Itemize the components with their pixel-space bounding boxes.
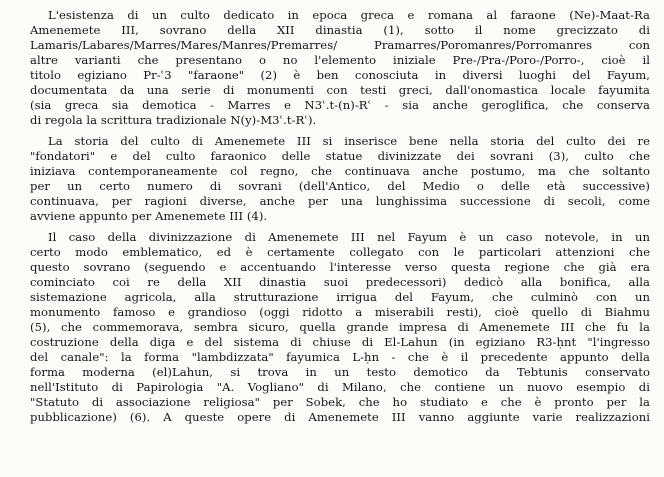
text-line: Lamaris/Labares/Marres/Mares/Manres/Premarres/ Pramarres/Poromanres/Porromanres con [30,38,650,52]
text-line: forma moderna (el)Lahun, si trova in un testo demotico da Tebtunis conservato [30,365,650,379]
text-line: cominciato coi re della XII dinastia suoi predecessori) dedicò alla bonifica, alla [30,275,650,289]
text-line: (sia greca sia demotica - Marres e N3ʿ.t-(n)-Rʿ - sia anche geroglifica, che conserva [30,98,650,112]
text-line: del canale": la forma "lambdizzata" fayumica L-ḥn - che è il precedente appunto della [30,350,650,364]
text-line: costruzione della diga e del sistema di chiuse di El-Lahun (in egiziano R3-ḥnt "l'ingresso [30,335,650,349]
text-line: Amenemete III, sovrano della XII dinastia (1), sotto il nome grecizzato di [30,23,650,37]
text-line: sistemazione agricola, alla strutturazione irrigua del Fayum, che culminò con un [30,290,650,304]
text-line: certo modo emblematico, ed è certamente collegato con le particolari attenzioni che [30,245,650,259]
text-line: iniziava contemporaneamente col regno, che continuava anche postumo, ma che soltanto [30,164,650,178]
text-line: questo sovrano (seguendo e accentuando l'interesse verso questa regione che già era [30,260,650,274]
text-line: L'esistenza di un culto dedicato in epoca greca e romana al faraone (Ne)-Maat-Ra [48,8,650,22]
text-line: per un certo numero di sovrani (dell'Antico, del Medio o delle età successive) [30,179,650,193]
text-line: "fondatori" e del culto faraonico delle statue divinizzate dei sovrani (3), culto che [30,149,650,163]
paragraph-1 [30,8,650,128]
paragraph-3 [30,230,650,425]
text-line: monumento famoso e grandioso (oggi ridotto a miserabili resti), cioè quello di Biahmu [30,305,650,319]
text-line: titolo egiziano Pr-ʿ3 "faraone" (2) è ben conosciuta in diversi luoghi del Fayum, [30,68,650,82]
text-line: avviene appunto per Amenemete III (4). [30,209,268,223]
text-line: nell'Istituto di Papirologia "A. Vogliano" di Milano, che contiene un nuovo esempio di [30,380,650,394]
text-line: La storia del culto di Amenemete III si inserisce bene nella storia del culto dei re [48,134,650,148]
paragraph-2 [30,134,650,224]
text-line: di regola la scrittura tradizionale N(y)-M3ʿ.t-Rʿ). [30,113,317,127]
text-line: documentata da una serie di monumenti con testi greci, dall'onomastica locale fayumita [30,83,650,97]
text-line: Il caso della divinizzazione di Amenemete III nel Fayum è un caso notevole, in un [48,230,650,244]
text-line: pubblicazione) (6). A queste opere di Amenemete III vanno aggiunte varie realizzazioni [30,410,650,424]
text-line: altre varianti che presentano o no l'elemento iniziale Pre-/Pra-/Poro-/Porro-, cioè il [30,53,650,67]
text-line: continuava, per ragioni diverse, anche per una lunghissima successione di secoli, come [30,194,650,208]
text-line: (5), che commemorava, sembra sicuro, quella grande impresa di Amenemete III che fu la [30,320,650,334]
text-line: "Statuto di associazione religiosa" per Sobek, che ho studiato e che è pronto per la [30,395,650,409]
